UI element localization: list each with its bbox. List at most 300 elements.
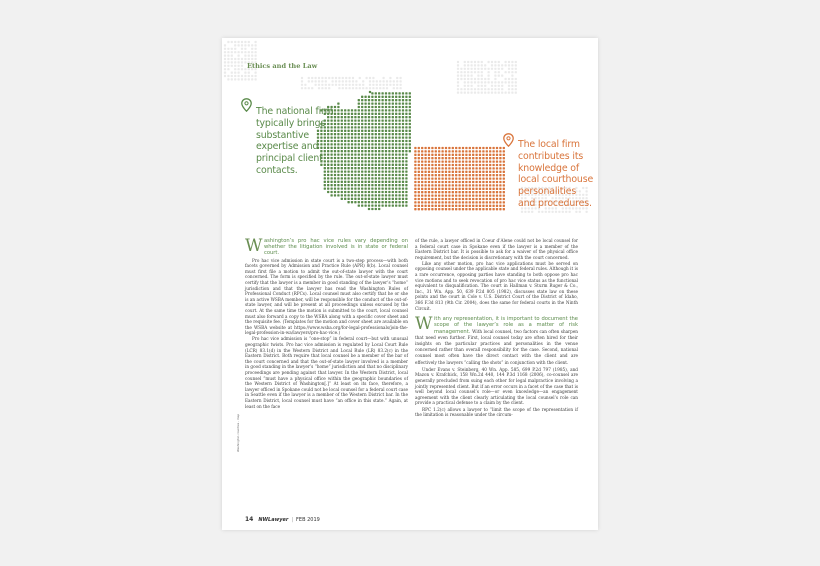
map-dot-west — [392, 201, 394, 203]
map-dot-east — [445, 181, 447, 183]
ghost-dot — [244, 41, 246, 43]
map-dot-west — [392, 140, 394, 142]
ghost-dot — [484, 92, 486, 94]
map-dot-west — [398, 174, 400, 176]
map-dot-east — [499, 171, 501, 173]
map-dot-west — [351, 181, 353, 183]
ghost-dot — [248, 72, 250, 74]
ghost-dot — [301, 77, 303, 79]
map-dot-east — [496, 147, 498, 149]
map-dot-east — [458, 164, 460, 166]
map-dot-east — [472, 184, 474, 186]
ghost-dot — [355, 87, 357, 89]
map-dot-west — [364, 198, 366, 200]
map-dot-east — [496, 154, 498, 156]
map-dot-west — [395, 140, 397, 142]
map-dot-west — [358, 160, 360, 162]
map-dot-west — [381, 143, 383, 145]
map-dot-east — [489, 201, 491, 203]
map-dot-east — [479, 205, 481, 207]
map-dot-west — [364, 160, 366, 162]
map-dot-east — [503, 157, 505, 159]
ghost-dot — [508, 81, 510, 83]
ghost-dot — [467, 81, 469, 83]
map-dot-west — [341, 187, 343, 189]
ghost-dot — [511, 92, 513, 94]
map-dot-east — [435, 174, 437, 176]
ghost-dot — [325, 84, 327, 86]
map-dot-west — [354, 130, 356, 132]
map-dot-west — [347, 116, 349, 118]
map-dot-west — [392, 143, 394, 145]
map-dot-east — [489, 147, 491, 149]
map-dot-west — [364, 106, 366, 108]
map-dot-west — [378, 198, 380, 200]
issue-date: FEB 2019 — [296, 517, 320, 523]
map-dot-east — [435, 208, 437, 210]
ghost-dot — [238, 51, 240, 53]
map-dot-west — [405, 198, 407, 200]
map-dot-west — [354, 116, 356, 118]
map-dot-west — [381, 174, 383, 176]
map-dot-west — [405, 126, 407, 128]
ghost-dot — [467, 71, 469, 73]
map-dot-west — [395, 198, 397, 200]
map-dot-west — [381, 177, 383, 179]
ghost-dot — [508, 64, 510, 66]
map-dot-east — [428, 181, 430, 183]
map-dot-west — [395, 147, 397, 149]
map-dot-east — [418, 198, 420, 200]
map-dot-west — [388, 136, 390, 138]
ghost-dot — [231, 41, 233, 43]
map-dot-west — [347, 147, 349, 149]
map-dot-east — [414, 184, 416, 186]
map-dot-east — [475, 205, 477, 207]
map-dot-east — [486, 191, 488, 193]
map-dot-west — [405, 160, 407, 162]
map-dot-east — [435, 167, 437, 169]
map-dot-west — [354, 191, 356, 193]
ghost-dot — [345, 87, 347, 89]
map-dot-east — [448, 188, 450, 190]
map-dot-east — [499, 177, 501, 179]
map-dot-east — [428, 171, 430, 173]
map-dot-east — [503, 184, 505, 186]
map-dot-east — [438, 181, 440, 183]
map-dot-east — [438, 167, 440, 169]
ghost-dot — [508, 78, 510, 80]
ghost-dot — [224, 65, 226, 67]
map-dot-east — [499, 174, 501, 176]
map-dot-east — [414, 147, 416, 149]
map-dot-west — [375, 130, 377, 132]
map-dot-west — [375, 177, 377, 179]
map-dot-west — [371, 92, 373, 94]
map-dot-east — [492, 164, 494, 166]
ghost-dot — [396, 84, 398, 86]
map-dot-east — [469, 167, 471, 169]
map-dot-west — [358, 184, 360, 186]
map-dot-west — [364, 96, 366, 98]
map-dot-west — [334, 194, 336, 196]
map-dot-east — [424, 147, 426, 149]
map-dot-west — [405, 99, 407, 101]
map-dot-west — [364, 174, 366, 176]
map-dot-east — [424, 191, 426, 193]
map-dot-west — [392, 181, 394, 183]
map-dot-west — [337, 187, 339, 189]
map-dot-west — [409, 143, 411, 145]
map-dot-east — [479, 164, 481, 166]
map-dot-east — [421, 198, 423, 200]
map-dot-east — [455, 181, 457, 183]
ghost-dot — [241, 78, 243, 80]
map-dot-west — [368, 208, 370, 210]
map-dot-west — [364, 153, 366, 155]
ghost-dot — [511, 78, 513, 80]
map-dot-east — [431, 194, 433, 196]
map-dot-east — [465, 191, 467, 193]
map-dot-west — [378, 184, 380, 186]
map-dot-east — [435, 201, 437, 203]
map-dot-east — [452, 171, 454, 173]
map-dot-west — [351, 187, 353, 189]
ghost-dot — [321, 80, 323, 82]
map-dot-west — [364, 126, 366, 128]
map-dot-east — [445, 191, 447, 193]
map-dot-east — [424, 150, 426, 152]
map-dot-west — [402, 153, 404, 155]
ghost-dot — [383, 84, 385, 86]
map-dot-east — [479, 181, 481, 183]
map-dot-east — [445, 201, 447, 203]
map-dot-east — [479, 171, 481, 173]
map-dot-west — [351, 150, 353, 152]
map-dot-east — [445, 147, 447, 149]
map-dot-west — [405, 113, 407, 115]
map-dot-east — [482, 198, 484, 200]
map-dot-west — [385, 187, 387, 189]
map-dot-east — [448, 184, 450, 186]
map-dot-east — [458, 184, 460, 186]
ghost-dot — [301, 80, 303, 82]
map-dot-west — [388, 109, 390, 111]
ghost-dot — [498, 71, 500, 73]
map-dot-west — [361, 157, 363, 159]
map-dot-east — [496, 181, 498, 183]
map-dot-west — [371, 106, 373, 108]
map-dot-west — [392, 147, 394, 149]
map-dot-west — [385, 147, 387, 149]
ghost-dot — [555, 211, 557, 213]
ghost-dot — [488, 92, 490, 94]
map-dot-east — [438, 174, 440, 176]
map-dot-west — [364, 177, 366, 179]
ghost-dot — [531, 211, 533, 213]
map-dot-west — [375, 187, 377, 189]
map-dot-west — [371, 116, 373, 118]
map-dot-west — [402, 136, 404, 138]
map-dot-west — [385, 164, 387, 166]
map-dot-west — [324, 177, 326, 179]
map-dot-east — [424, 174, 426, 176]
ghost-dot — [311, 80, 313, 82]
map-dot-west — [402, 109, 404, 111]
ghost-dot — [231, 61, 233, 63]
ghost-dot — [501, 64, 503, 66]
map-dot-west — [334, 181, 336, 183]
map-dot-west — [381, 157, 383, 159]
map-dot-east — [455, 160, 457, 162]
paragraph: Pro hac vice admission is “one-stop” in federal court—but with unusual geographic twists. Pro hac vice admission is regulated by Local Court Rule (LCR) 83.1(d) in the Western District and Local Rule (LR) 83.2(c) in the Eastern District. Both require that local counsel be a member of the bar of the court concerned and that the out-of-state lawyer involved is a member in good standing in the lawyer’s “home” jurisdiction and that no disciplinary proceedings are pending against that lawyer. In the Western District, local counsel “must have a physical office within the geographic boundaries of the Western District of Washington[.]” At least on its face, therefore, a lawyer officed in Spokane could not be local counsel for a federal court case in Seattle even if the lawyer is a member of the Western District bar. In the Eastern District, local counsel must have “an office in this state.” Again, at least on the face — [245, 336, 408, 409]
map-dot-west — [369, 91, 371, 93]
map-dot-west — [405, 123, 407, 125]
ghost-dot — [234, 58, 236, 60]
map-dot-east — [499, 184, 501, 186]
map-dot-west — [402, 160, 404, 162]
ghost-dot — [491, 85, 493, 87]
map-dot-east — [418, 177, 420, 179]
ghost-dot — [227, 68, 229, 70]
map-dot-east — [492, 177, 494, 179]
ghost-dot — [464, 64, 466, 66]
ghost-dot — [227, 41, 229, 43]
map-dot-west — [351, 184, 353, 186]
map-dot-west — [368, 191, 370, 193]
ghost-dot — [552, 211, 554, 213]
map-dot-west — [371, 174, 373, 176]
ghost-dot — [562, 211, 564, 213]
map-dot-west — [385, 96, 387, 98]
map-dot-west — [395, 187, 397, 189]
ghost-dot — [400, 80, 402, 82]
map-dot-west — [358, 204, 360, 206]
map-dot-east — [499, 198, 501, 200]
map-dot-west — [405, 170, 407, 172]
ghost-dot — [369, 87, 371, 89]
map-dot-west — [392, 191, 394, 193]
map-dot-west — [378, 136, 380, 138]
map-dot-east — [418, 171, 420, 173]
ghost-dot — [325, 77, 327, 79]
map-dot-west — [371, 109, 373, 111]
map-dot-east — [475, 157, 477, 159]
map-dot-east — [455, 198, 457, 200]
map-dot-east — [489, 157, 491, 159]
map-dot-east — [445, 154, 447, 156]
map-dot-east — [428, 150, 430, 152]
map-dot-west — [347, 113, 349, 115]
map-dot-east — [458, 147, 460, 149]
map-dot-east — [492, 198, 494, 200]
map-dot-west — [388, 194, 390, 196]
map-dot-east — [418, 174, 420, 176]
ghost-dot — [538, 211, 540, 213]
ghost-dot — [315, 77, 317, 79]
map-dot-east — [448, 167, 450, 169]
map-dot-west — [337, 181, 339, 183]
map-dot-west — [385, 113, 387, 115]
map-dot-west — [381, 170, 383, 172]
map-dot-west — [395, 99, 397, 101]
map-dot-east — [428, 164, 430, 166]
ghost-dot — [231, 78, 233, 80]
ghost-dot — [241, 58, 243, 60]
map-dot-west — [364, 140, 366, 142]
map-dot-west — [381, 167, 383, 169]
map-dot-west — [405, 109, 407, 111]
ghost-dot — [474, 71, 476, 73]
map-dot-east — [448, 205, 450, 207]
map-dot-east — [503, 201, 505, 203]
map-dot-east — [499, 157, 501, 159]
ghost-dot — [308, 77, 310, 79]
map-dot-east — [445, 194, 447, 196]
map-dot-east — [414, 194, 416, 196]
map-dot-west — [371, 187, 373, 189]
map-dot-east — [424, 205, 426, 207]
map-dot-west — [409, 119, 411, 121]
ghost-dot — [359, 77, 361, 79]
map-dot-east — [414, 191, 416, 193]
ghost-dot — [477, 68, 479, 70]
map-dot-east — [452, 208, 454, 210]
ghost-dot — [248, 58, 250, 60]
map-dot-east — [441, 150, 443, 152]
map-dot-west — [347, 136, 349, 138]
map-dot-east — [503, 177, 505, 179]
map-dot-west — [361, 106, 363, 108]
map-dot-west — [385, 140, 387, 142]
paragraph: RPC 1.2(c) allows a lawyer to “limit the scope of the representation if the limitation is reasonable under the circum- — [415, 406, 578, 418]
ghost-dot — [508, 92, 510, 94]
map-dot-east — [435, 191, 437, 193]
map-dot-west — [385, 150, 387, 152]
map-dot-west — [378, 143, 380, 145]
map-dot-east — [482, 167, 484, 169]
map-dot-east — [469, 181, 471, 183]
map-dot-east — [421, 147, 423, 149]
map-dot-east — [462, 188, 464, 190]
map-dot-west — [347, 194, 349, 196]
map-dot-west — [385, 136, 387, 138]
map-dot-east — [496, 184, 498, 186]
map-dot-west — [402, 113, 404, 115]
map-dot-west — [409, 140, 411, 142]
map-dot-west — [392, 109, 394, 111]
ghost-dot — [251, 78, 253, 80]
ghost-dot — [362, 84, 364, 86]
map-dot-west — [371, 126, 373, 128]
ghost-dot — [400, 87, 402, 89]
map-dot-west — [381, 133, 383, 135]
map-dot-west — [388, 106, 390, 108]
map-dot-west — [375, 167, 377, 169]
map-dot-west — [351, 177, 353, 179]
map-dot-east — [472, 205, 474, 207]
map-dot-east — [465, 167, 467, 169]
map-dot-west — [371, 147, 373, 149]
map-dot-east — [472, 208, 474, 210]
ghost-dot — [474, 81, 476, 83]
map-dot-west — [381, 184, 383, 186]
map-dot-east — [486, 198, 488, 200]
map-dot-west — [395, 130, 397, 132]
ghost-dot — [464, 78, 466, 80]
map-dot-east — [438, 177, 440, 179]
map-dot-east — [424, 201, 426, 203]
map-dot-east — [469, 147, 471, 149]
map-dot-east — [496, 198, 498, 200]
map-dot-east — [455, 154, 457, 156]
ghost-dot — [244, 78, 246, 80]
map-dot-west — [385, 181, 387, 183]
map-dot-east — [465, 150, 467, 152]
ghost-dot — [524, 211, 526, 213]
ghost-dot — [227, 58, 229, 60]
map-dot-west — [358, 194, 360, 196]
map-dot-east — [486, 167, 488, 169]
map-dot-west — [385, 106, 387, 108]
map-dot-east — [445, 160, 447, 162]
map-dot-west — [381, 106, 383, 108]
ghost-dot — [335, 77, 337, 79]
map-dot-west — [375, 140, 377, 142]
ghost-dot — [255, 58, 257, 60]
map-dot-east — [489, 171, 491, 173]
map-dot-east — [418, 205, 420, 207]
map-dot-east — [414, 167, 416, 169]
map-dot-west — [354, 113, 356, 115]
map-dot-west — [398, 109, 400, 111]
ghost-dot — [224, 72, 226, 74]
map-dot-west — [341, 191, 343, 193]
map-dot-east — [431, 184, 433, 186]
map-dot-east — [503, 174, 505, 176]
map-dot-east — [431, 160, 433, 162]
ghost-dot — [238, 65, 240, 67]
map-dot-east — [492, 208, 494, 210]
ghost-dot — [586, 211, 588, 213]
map-dot-west — [347, 184, 349, 186]
map-dot-west — [385, 119, 387, 121]
map-dot-east — [469, 191, 471, 193]
map-dot-east — [465, 208, 467, 210]
map-dot-east — [445, 157, 447, 159]
map-dot-west — [361, 113, 363, 115]
map-dot-west — [327, 181, 329, 183]
map-dot-west — [392, 113, 394, 115]
green-location-pin-icon — [241, 98, 252, 112]
map-dot-west — [358, 201, 360, 203]
map-dot-east — [479, 147, 481, 149]
map-dot-west — [381, 116, 383, 118]
map-dot-west — [375, 181, 377, 183]
map-dot-east — [475, 174, 477, 176]
map-dot-east — [418, 154, 420, 156]
map-dot-west — [381, 109, 383, 111]
ghost-dot — [565, 211, 567, 213]
map-dot-west — [364, 123, 366, 125]
map-dot-west — [354, 167, 356, 169]
map-dot-east — [441, 198, 443, 200]
ghost-dot — [548, 211, 550, 213]
ghost-dot — [460, 68, 462, 70]
map-dot-east — [492, 194, 494, 196]
map-dot-west — [405, 204, 407, 206]
map-dot-west — [381, 150, 383, 152]
